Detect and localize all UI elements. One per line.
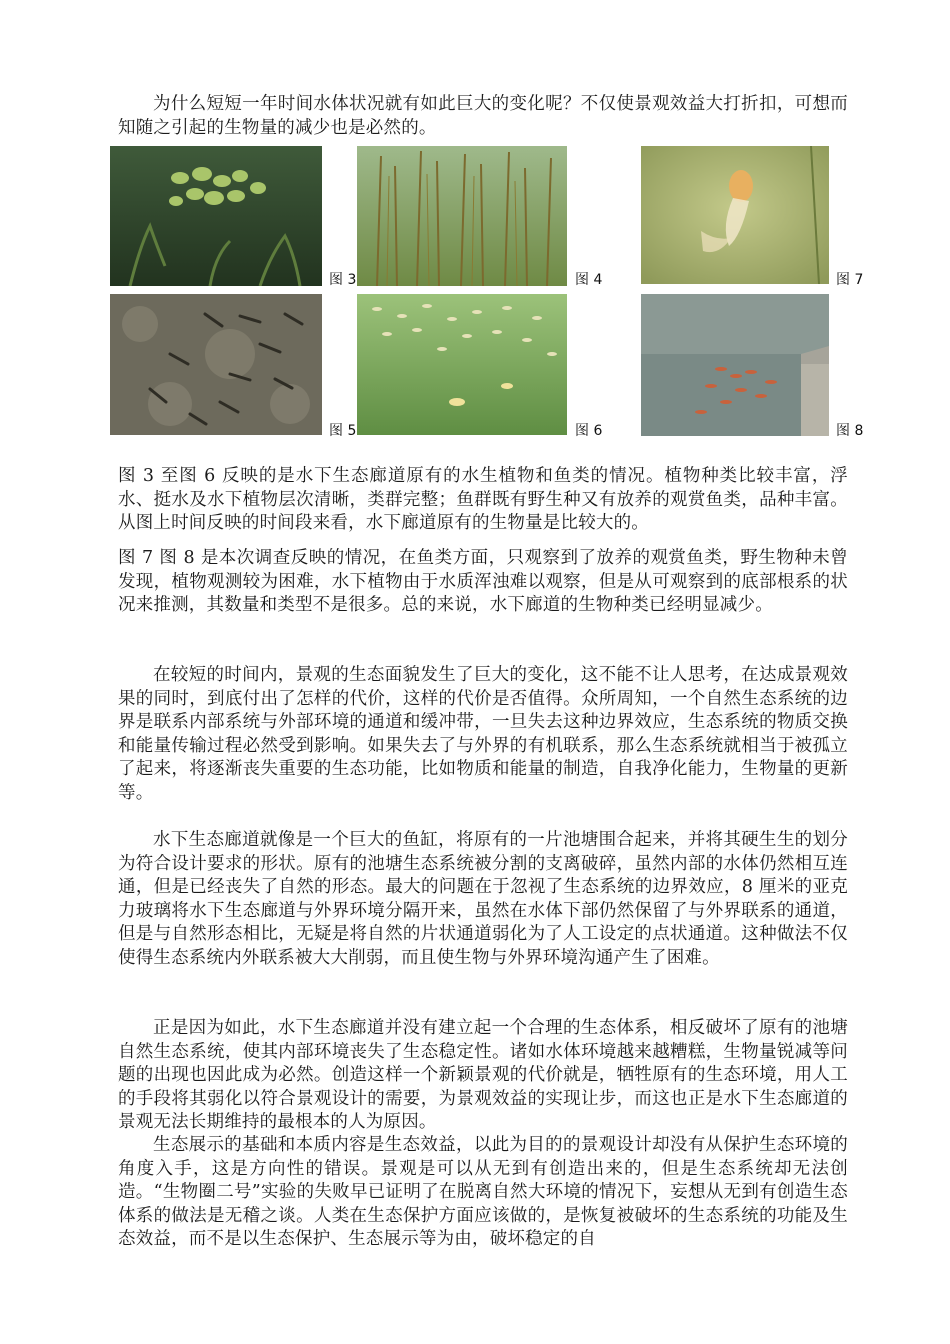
figure-6-caption: 图 6 (575, 423, 603, 439)
figure-4-caption: 图 4 (575, 272, 603, 288)
figure-8-caption: 图 8 (836, 423, 864, 439)
figure-7-caption: 图 7 (836, 272, 864, 288)
figure-description-2: 图 7 图 8 是本次调查反映的情况，在鱼类方面，只观察到了放养的观赏鱼类，野生物种未曾发现，植物观测较为困难，水下植物由于水质浑浊难以观察，但是从可观察到的底部根系的状况来推测，其数量和类型不是很多。总的来说，水下廊道的生物种类已经明显减少。 (118, 548, 848, 615)
figure-3-caption: 图 3 (329, 272, 357, 288)
figure-5-caption: 图 5 (329, 423, 357, 439)
figure-7-photo (641, 146, 829, 284)
figure-6-photo (357, 294, 567, 435)
figure-5-photo (110, 294, 322, 435)
intro-paragraph: 为什么短短一年时间水体状况就有如此巨大的变化呢？不仅使景观效益大打折扣，可想而知随之引起的生物量的减少也是必然的。 (118, 94, 848, 138)
figure-4-photo (357, 146, 567, 286)
body-paragraph-2: 水下生态廊道就像是一个巨大的鱼缸，将原有的一片池塘围合起来，并将其硬生生的划分为符合设计要求的形状。原有的池塘生态系统被分割的支离破碎，虽然内部的水体仍然相互连通，但是已经丧失了自然的形态。最大的问题在于忽视了生态系统的边界效应，8 厘米的亚克力玻璃将水下生态廊道与外界环境分隔开来，虽然在水体下部仍然保留了与外界联系的通道，但是与自然形态相比，无疑是将自然的片状通道弱化为了人工设定的点状通道。这种做法不仅使得生态系统内外联系被大大削弱，而且使生物与外界环境沟通产生了困难。 (118, 830, 848, 968)
figure-description-1: 图 3 至图 6 反映的是水下生态廊道原有的水生植物和鱼类的情况。植物种类比较丰富，浮水、挺水及水下植物层次清晰，类群完整；鱼群既有野生种又有放养的观赏鱼类，品种丰富。从图上时间反映的时间段来看，水下廊道原有的生物量是比较大的。 (118, 466, 848, 533)
body-paragraph-1: 在较短的时间内，景观的生态面貌发生了巨大的变化，这不能不让人思考，在达成景观效果的同时，到底付出了怎样的代价，这样的代价是否值得。众所周知，一个自然生态系统的边界是联系内部系统与外部环境的通道和缓冲带，一旦失去这种边界效应，生态系统的物质交换和能量传输过程必然受到影响。如果失去了与外界的有机联系，那么生态系统就相当于被孤立了起来，将逐渐丧失重要的生态功能，比如物质和能量的制造，自我净化能力，生物量的更新等。 (118, 665, 848, 803)
figure-8-photo (641, 294, 829, 436)
body-paragraph-4: 生态展示的基础和本质内容是生态效益，以此为目的的景观设计却没有从保护生态环境的角度入手，这是方向性的错误。景观是可以从无到有创造出来的，但是生态系统却无法创造。“生物圈二号”实验的失败早已证明了在脱离自然大环境的情况下，妄想从无到有创造生态体系的做法是无稽之谈。人类在生态保护方面应该做的，是恢复被破坏的生态系统的功能及生态效益，而不是以生态保护、生态展示等为由，破坏稳定的自 (118, 1135, 848, 1249)
figure-3-photo (110, 146, 322, 286)
body-paragraph-3: 正是因为如此，水下生态廊道并没有建立起一个合理的生态体系，相反破坏了原有的池塘自然生态系统，使其内部环境丧失了生态稳定性。诸如水体环境越来越糟糕，生物量锐减等问题的出现也因此成为必然。创造这样一个新颖景观的代价就是，牺牲原有的生态环境，用人工的手段将其弱化以符合景观设计的需要，为景观效益的实现让步，而这也正是水下生态廊道的景观无法长期维持的最根本的人为原因。 (118, 1018, 848, 1132)
